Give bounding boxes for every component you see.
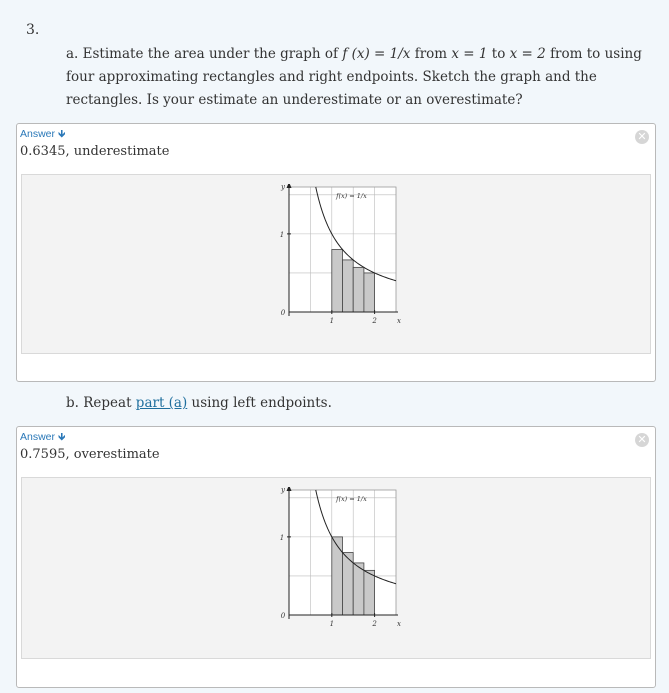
part-a-label: a.	[66, 46, 79, 62]
part-a-math-1: f (x) = 1/x	[342, 46, 411, 62]
approximating-rectangle	[364, 273, 375, 312]
part-a-math-2: x = 1	[451, 46, 488, 62]
x-tick-label: 2	[372, 317, 377, 325]
x-tick-label: 1	[329, 620, 335, 628]
part-b-label: b.	[66, 395, 79, 411]
approximating-rectangle	[353, 267, 364, 312]
part-b-text-2: using left endpoints.	[191, 395, 332, 411]
close-icon[interactable]: ✕	[635, 433, 649, 447]
x-axis-label: x	[397, 620, 401, 628]
answer-value-a: 0.6345, underestimate	[20, 144, 170, 159]
part-a-prompt	[66, 43, 646, 112]
origin-label: 0	[280, 612, 286, 620]
part-b-text-1: Repeat	[83, 395, 132, 411]
graph-b	[273, 487, 401, 637]
answer-box-a	[16, 123, 656, 382]
part-a-text-1: Estimate the area under the graph of	[82, 46, 339, 62]
approximating-rectangle	[353, 563, 364, 615]
y-axis-arrow	[287, 487, 292, 491]
part-a-text-4: from to using four approximating rectangles and right endpoints. Sketch the graph and the rectangles. Is your estimate an underestimate or an overestimate?	[66, 46, 642, 108]
part-b-prompt	[66, 392, 646, 415]
answer-toggle-b[interactable]	[20, 429, 65, 447]
origin-label: 0	[280, 309, 286, 317]
graph-panel-a	[21, 174, 651, 354]
close-icon[interactable]: ✕	[635, 130, 649, 144]
answer-toggle-a[interactable]	[20, 126, 65, 144]
download-arrow-icon: 🡻	[57, 128, 66, 140]
answer-label-a: Answer	[20, 128, 56, 140]
graph-panel-b	[21, 477, 651, 659]
question-number: 3.	[26, 22, 40, 38]
function-label: f(x) = 1/x	[336, 494, 367, 503]
y-axis-label: y	[281, 184, 285, 191]
y-tick-label: 1	[279, 230, 285, 239]
approximating-rectangle	[343, 260, 354, 312]
approximating-rectangle	[364, 570, 375, 615]
answer-label-b: Answer	[20, 431, 56, 443]
answer-value-b: 0.7595, overestimate	[20, 447, 160, 462]
part-a-link[interactable]: part (a)	[135, 395, 188, 411]
download-arrow-icon: 🡻	[57, 431, 66, 443]
y-axis-label: y	[281, 487, 285, 494]
function-label: f(x) = 1/x	[336, 191, 367, 200]
part-a-text-2: from	[414, 46, 448, 62]
x-axis-label: x	[397, 317, 401, 325]
part-a-text-3: to	[491, 46, 506, 62]
approximating-rectangle	[332, 250, 343, 313]
part-a-math-3: x = 2	[509, 46, 546, 62]
answer-box-b	[16, 426, 656, 688]
x-tick-label: 1	[329, 317, 335, 325]
graph-a	[273, 184, 401, 334]
x-tick-label: 2	[372, 620, 377, 628]
y-axis-arrow	[287, 184, 292, 188]
y-tick-label: 1	[279, 533, 285, 542]
approximating-rectangle	[332, 537, 343, 615]
